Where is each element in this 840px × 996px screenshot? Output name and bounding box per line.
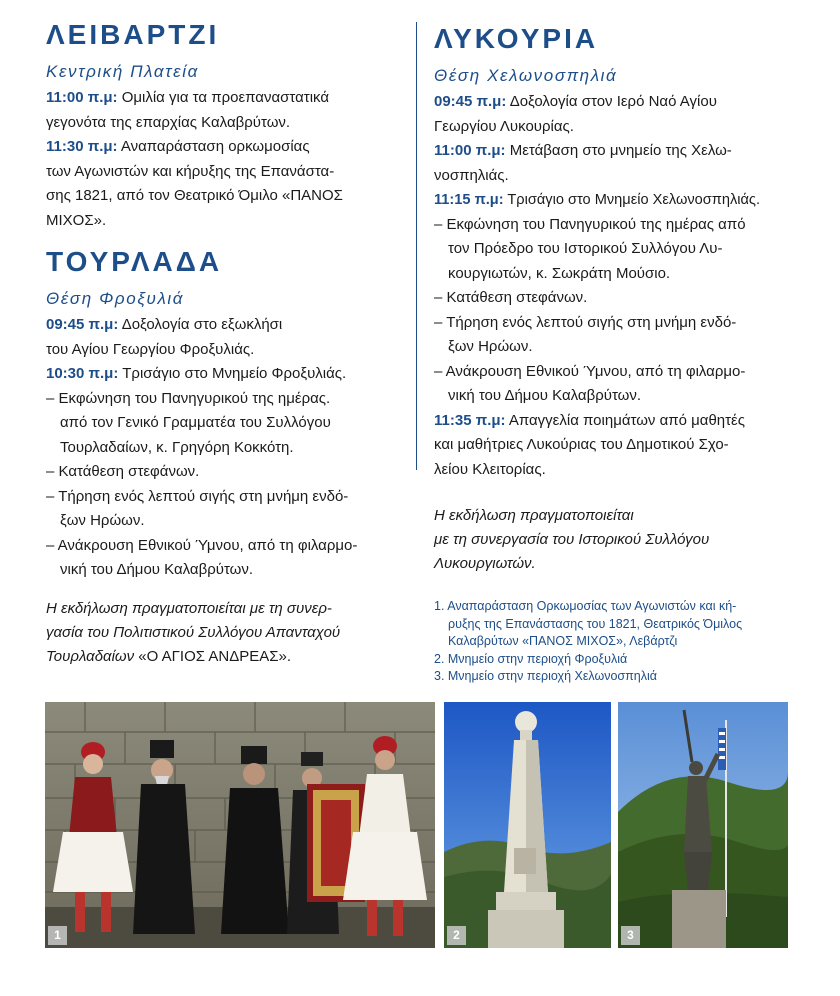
collaboration-note-lykouria: Η εκδήλωση πραγματοποιείται με τη συνεργασία του Ιστορικού Συλλόγου Λυκουργιωτών.: [434, 507, 710, 572]
photo-monument-froxylia: [444, 702, 611, 948]
program-lykouria: [434, 90, 786, 482]
photo-number-3: 3: [621, 926, 640, 945]
list-item: – Κατάθεση στεφάνων.: [46, 463, 200, 480]
list-item: – Ανάκρουση Εθνικού Ύμνου, από τη φιλαρμο- νική του Δήμου Καλαβρύτων.: [46, 536, 358, 578]
photo-number-1: 1: [48, 926, 67, 945]
list-item: – Εκφώνηση του Πανηγυρικού της ημέρας. από τον Γενικό Γραμματέα του Συλλόγου Τουρλαδαίων, κ. Γρηγόρη Κοκκότη.: [46, 389, 331, 456]
program-tourlada: [46, 313, 398, 583]
photo-number-2: 2: [447, 926, 466, 945]
location-tourlada: Θέση Φροξυλιά: [46, 289, 185, 308]
list-item: – Ανάκρουση Εθνικού Ύμνου, από τη φιλαρμο- νική του Δήμου Καλαβρύτων.: [434, 362, 746, 404]
column-divider: [416, 22, 417, 470]
location-lykouria: Θέση Χελωνοσπηλιά: [434, 66, 618, 85]
caption-2: 2. Μνημείο στην περιοχή Φροξυλιά: [434, 651, 628, 666]
section-title-leivartzi: ΛΕΙΒΑΡΤΖΙ: [46, 19, 220, 50]
statue-illustration: [618, 702, 788, 948]
photo-ceremony: [45, 702, 435, 948]
section-title-tourlada: ΤΟΥΡΛΑΔΑ: [46, 246, 223, 277]
caption-1: 1. Αναπαράσταση Ορκωμοσίας των Αγωνιστών και κή- ρυξης της Επανάστασης του 1821, Θεατρικός Όμιλος Καλαβρύτων «ΠΑΝΟΣ ΜΙΧΟΣ», Λεβάρτζι: [434, 599, 743, 648]
left-column: [46, 18, 398, 669]
program-item: 11:35 π.μ: Απαγγελία ποιημάτων από μαθητές και μαθήτριες Λυκούριας του Δημοτικού Σχο- λείου Κλειτορίας.: [434, 411, 745, 478]
program-item: 09:45 π.μ: Δοξολογία στο εξωκλήσι του Αγίου Γεωργίου Φροξυλιάς.: [46, 316, 283, 358]
list-item: – Κατάθεση στεφάνων.: [434, 289, 588, 306]
location-leivartzi: Κεντρική Πλατεία: [46, 62, 199, 81]
program-item: 10:30 π.μ: Τρισάγιο στο Μνημείο Φροξυλιάς.: [46, 365, 347, 382]
ceremony-illustration: [45, 702, 435, 948]
right-column: [434, 18, 786, 686]
obelisk-illustration: [444, 702, 611, 948]
program-item: 09:45 π.μ: Δοξολογία στον Ιερό Ναό Αγίου Γεωργίου Λυκουρίας.: [434, 93, 717, 135]
program-item: 11:30 π.μ: Αναπαράσταση ορκωμοσίας των Αγωνιστών και κήρυξης της Επανάστα- σης 1821, από τον Θεατρικό Όμιλο «ΠΑΝΟΣ ΜΙΧΟΣ».: [46, 138, 343, 229]
list-item: – Τήρηση ενός λεπτού σιγής στη μνήμη ενδό- ξων Ηρώων.: [434, 313, 737, 355]
list-item: – Εκφώνηση του Πανηγυρικού της ημέρας από τον Πρόεδρο του Ιστορικού Συλλόγου Λυ- κουργιωτών, κ. Σωκράτη Μούσιο.: [434, 215, 746, 282]
program-leivartzi: [46, 86, 398, 233]
caption-3: 3. Μνημείο στην περιοχή Χελωνοσπηλιά: [434, 669, 657, 683]
photo-monument-chelonospilia: [618, 702, 788, 948]
program-item: 11:00 π.μ: Ομιλία για τα προεπαναστατικά γεγονότα της επαρχίας Καλαβρύτων.: [46, 89, 330, 131]
program-item: 11:15 π.μ: Τρισάγιο στο Μνημείο Χελωνοσπηλιάς.: [434, 192, 761, 208]
section-title-lykouria: ΛΥΚΟΥΡΙΑ: [434, 23, 599, 54]
program-item: 11:00 π.μ: Μετάβαση στο μνημείο της Χελω- νοσπηλιάς.: [434, 142, 732, 184]
list-item: – Τήρηση ενός λεπτού σιγής στη μνήμη ενδό- ξων Ηρώων.: [46, 487, 349, 529]
collaboration-note-tourlada: Η εκδήλωση πραγματοποιείται με τη συνερ- γασία του Πολιτιστικού Συλλόγου Απανταχού Τουρλαδαίων «Ο ΑΓΙΟΣ ΑΝΔΡΕΑΣ».: [46, 599, 341, 665]
photo-captions: [434, 598, 786, 686]
